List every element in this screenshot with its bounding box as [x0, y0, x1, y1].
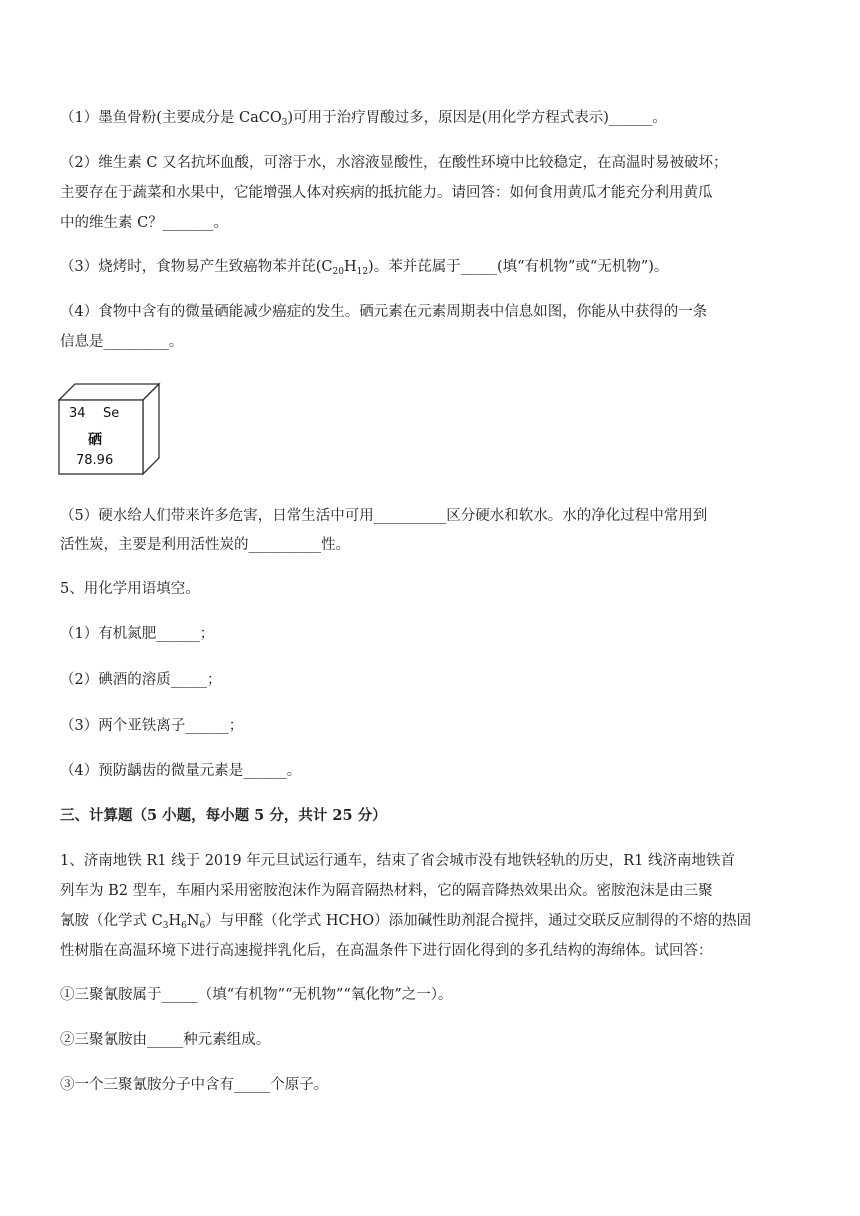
- question-5-item-3: （3）两个亚铁离子______；: [60, 718, 244, 734]
- calc-question-1-line-2: 列车为 B2 型车，车厢内采用密胺泡沫作为隔音隔热材料，它的隔音降热效果出众。密胺泡沫是由三聚: [60, 883, 713, 899]
- calc-question-1-line-3: 氰胺（化学式 $C_3H_6N_6$）与甲醛（化学式 HCHO）添加碱性助剂混合搅拌，通过交联反应制得的不熔的热固: [60, 913, 752, 931]
- selenium-element-card: [55, 382, 165, 482]
- question-4-part-4-line-1: （4）食物中含有的微量硒能减少癌症的发生。硒元素在元素周期表中信息如图，你能从中获得的一条: [60, 304, 708, 320]
- question-5-item-1: （1）有机氮肥______；: [60, 626, 215, 642]
- question-4-part-2-line-1: （2）维生素 C 又名抗坏血酸，可溶于水，水溶液显酸性，在酸性环境中比较稳定，在高温时易被破坏；: [60, 155, 728, 171]
- calc-question-1-sub-a: ①三聚氰胺属于_____（填“有机物”“无机物”“氧化物”之一）。: [60, 987, 453, 1003]
- calc-question-1-line-4: 性树脂在高温环境下进行高速搅拌乳化后，在高温条件下进行固化得到的多孔结构的海绵体。试回答：: [60, 943, 713, 959]
- question-5-item-2: （2）碘酒的溶质_____；: [60, 672, 222, 688]
- calc-question-1-sub-b: ②三聚氰胺由_____种元素组成。: [60, 1032, 271, 1048]
- calc-question-1-line-1: 1、济南地铁 R1 线于 2019 年元旦试运行通车，结束了省会城市没有地铁轻轨的历史，R1 线济南地铁首: [60, 853, 735, 869]
- question-5-title: 5、用化学用语填空。: [60, 581, 200, 597]
- question-4-part-1: （1）墨鱼骨粉(主要成分是 CaCO$_3$)可用于治疗胃酸过多，原因是(用化学方程式表示)______。: [60, 110, 667, 128]
- question-4-part-2-line-2: 主要存在于蔬菜和水果中，它能增强人体对疾病的抵抗能力。请回答：如何食用黄瓜才能充分利用黄瓜: [60, 185, 713, 201]
- question-4-part-3: （3）烧烤时，食物易产生致癌物苯并芘$(C_{20}H_{12})$。苯并芘属于_____(填“有机物”或“无机物”)。: [60, 259, 669, 277]
- section-3-title: 三、计算题（5 小题，每小题 5 分，共计 25 分）: [60, 807, 387, 824]
- question-5-item-4: （4）预防龋齿的微量元素是______。: [60, 763, 302, 779]
- element-name: 硒: [88, 432, 102, 448]
- question-4-part-5-line-1: （5）硬水给人们带来许多危害，日常生活中可用__________区分硬水和软水。水的净化过程中常用到: [60, 508, 708, 524]
- atomic-number: 34: [69, 406, 86, 421]
- question-4-part-5-line-2: 活性炭，主要是利用活性炭的__________性。: [60, 537, 350, 553]
- question-4-part-2-line-3: 中的维生素 C？_______。: [60, 215, 228, 231]
- calc-question-1-sub-c: ③一个三聚氰胺分子中含有_____个原子。: [60, 1077, 329, 1093]
- atomic-mass: 78.96: [76, 453, 114, 468]
- question-4-part-4-line-2: 信息是_________。: [60, 334, 184, 350]
- element-symbol: Se: [103, 406, 120, 421]
